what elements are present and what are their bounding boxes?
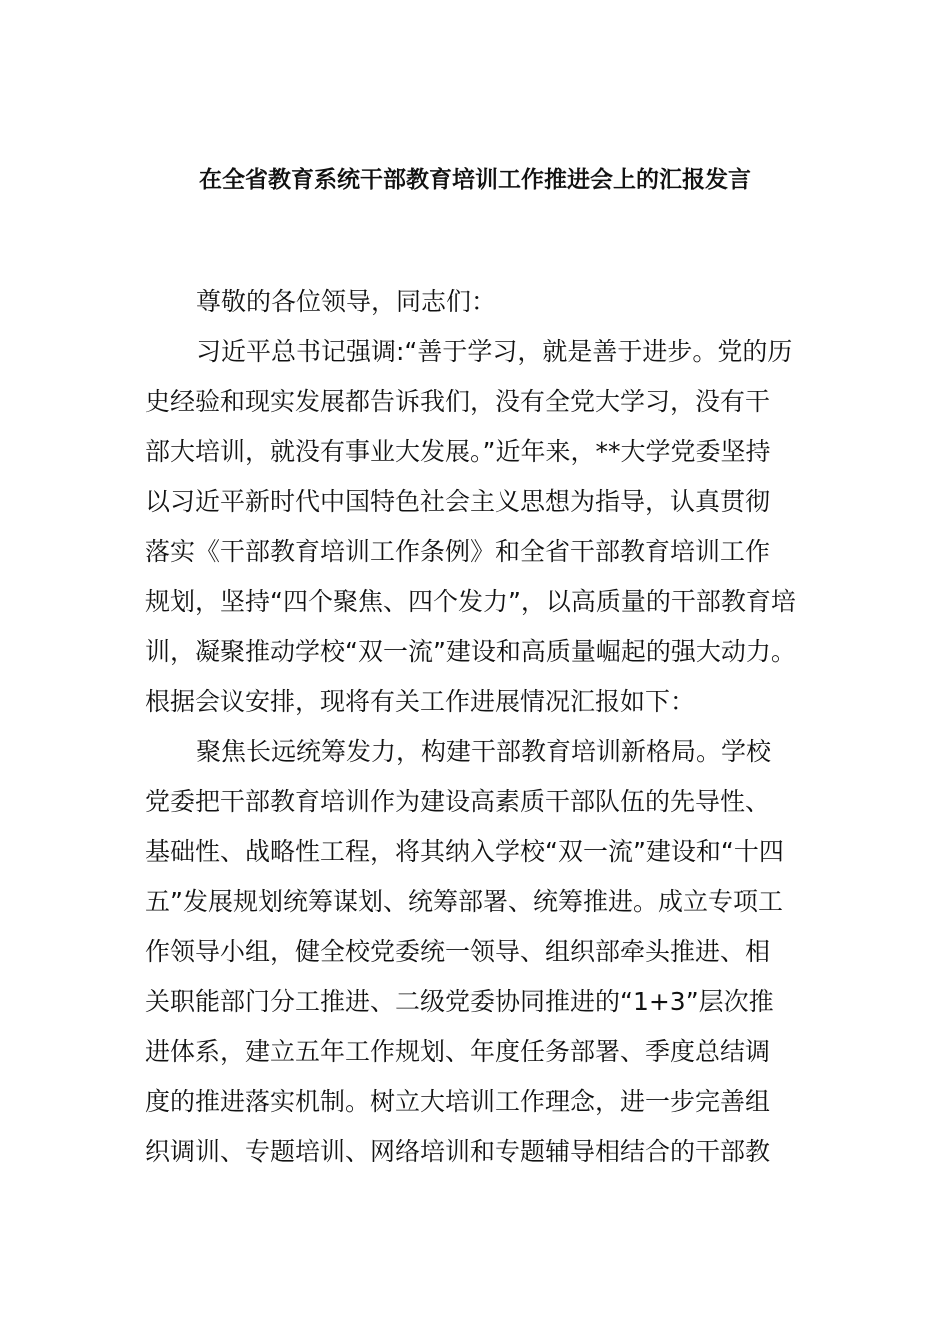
paragraph-line: 落实《干部教育培训工作条例》和全省干部教育培训工作 (145, 537, 771, 566)
document-body (145, 284, 805, 1184)
paragraph-line: 织调训、专题培训、网络培训和专题辅导相结合的干部教 (145, 1137, 771, 1166)
paragraph-line: 基础性、战略性工程，将其纳入学校“双一流”建设和“十四 (145, 837, 784, 866)
paragraph-line: 以习近平新时代中国特色社会主义思想为指导，认真贯彻 (145, 487, 771, 516)
paragraph-line: 习近平总书记强调:“善于学习，就是善于进步。党的历 (196, 337, 793, 366)
paragraph-line: 进体系，建立五年工作规划、年度任务部署、季度总结调 (145, 1037, 771, 1066)
paragraph-line: 关职能部门分工推进、二级党委协同推进的“1+3”层次推 (145, 987, 774, 1016)
paragraph-line: 聚焦长远统筹发力，构建干部教育培训新格局。学校 (196, 737, 772, 766)
paragraph-line: 度的推进落实机制。树立大培训工作理念，进一步完善组 (145, 1087, 771, 1116)
paragraph-line: 史经验和现实发展都告诉我们，没有全党大学习，没有干 (145, 387, 771, 416)
document-title: 在全省教育系统干部教育培训工作推进会上的汇报发言 (199, 167, 751, 193)
paragraph-line: 根据会议安排，现将有关工作进展情况汇报如下： (145, 687, 696, 716)
paragraph-line: 部大培训，就没有事业大发展。”近年来，**大学党委坚持 (145, 437, 771, 466)
paragraph-line: 规划，坚持“四个聚焦、四个发力”，以高质量的干部教育培 (145, 587, 796, 616)
paragraph-line: 训，凝聚推动学校“双一流”建设和高质量崛起的强大动力。 (145, 637, 796, 666)
paragraph-line: 作领导小组，健全校党委统一领导、组织部牵头推进、相 (145, 937, 771, 966)
paragraph-line: 五”发展规划统筹谋划、统筹部署、统筹推进。成立专项工 (145, 887, 783, 916)
paragraph-line: 党委把干部教育培训作为建设高素质干部队伍的先导性、 (145, 787, 771, 816)
salutation-line: 尊敬的各位领导，同志们： (196, 287, 497, 316)
